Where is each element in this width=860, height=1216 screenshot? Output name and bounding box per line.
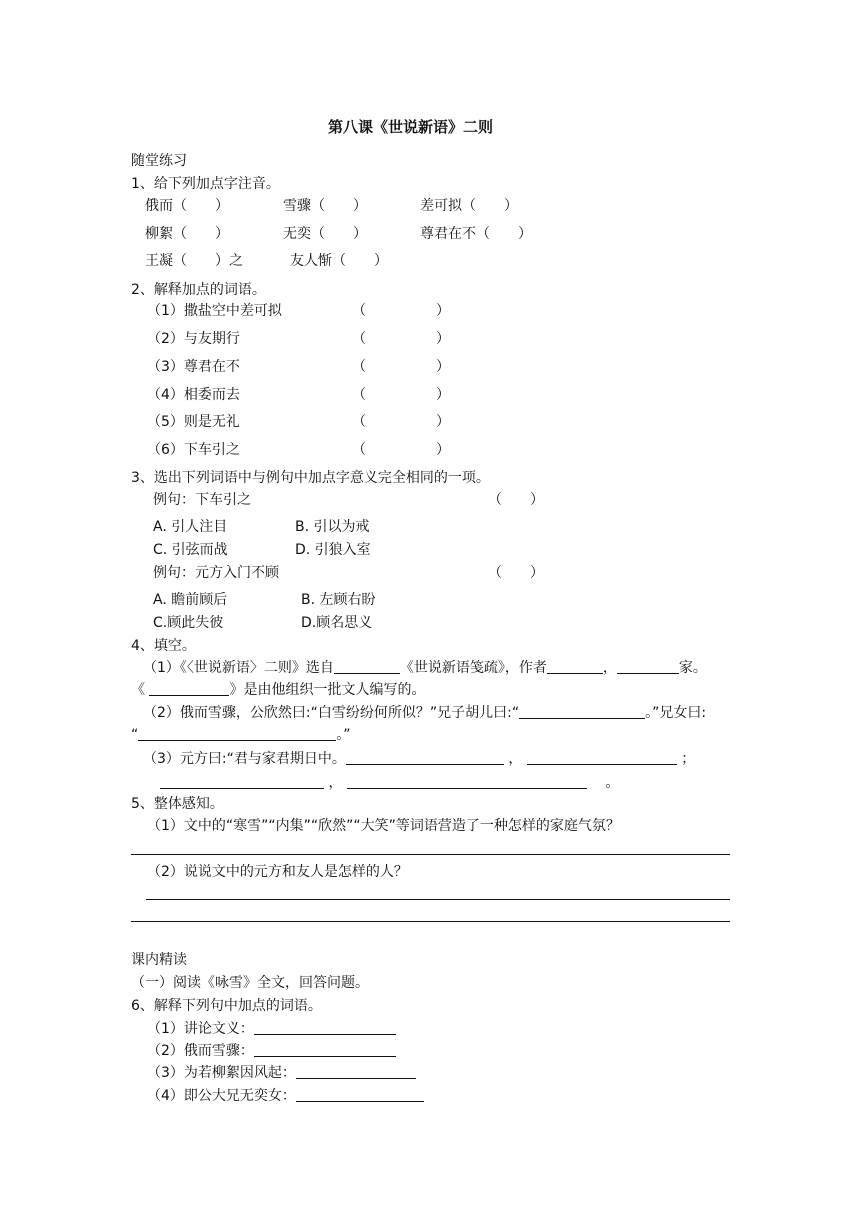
- answer-line[interactable]: [131, 921, 730, 922]
- q3-option-b[interactable]: B. 引以为戒: [295, 519, 370, 535]
- q1-heading: 1、给下列加点字注音。: [131, 176, 280, 192]
- q1-item: 俄而（ ）: [145, 198, 229, 214]
- q4-line-2: 《 》是由他组织一批文人编写的。: [131, 682, 426, 698]
- answer-parens[interactable]: （ ）: [488, 565, 544, 581]
- q2-item: （3）尊君在不: [147, 359, 240, 375]
- answer-parens[interactable]: （ ）: [352, 414, 450, 430]
- q6-item: （2）俄而雪骤：: [147, 1042, 396, 1060]
- blank[interactable]: [334, 659, 400, 674]
- q1-item: 友人惭（ ）: [290, 253, 388, 269]
- q2-item: （4）相委而去: [147, 387, 240, 403]
- q3-option-b[interactable]: B. 左顾右盼: [301, 592, 376, 608]
- q3-option-c[interactable]: C.顾此失彼: [153, 615, 224, 631]
- answer-parens[interactable]: （ ）: [352, 359, 450, 375]
- q6-item: （1）讲论文义：: [147, 1020, 396, 1038]
- q3-heading: 3、选出下列词语中与例句中加点字意义完全相同的一项。: [131, 470, 490, 486]
- q2-item: （2）与友期行: [147, 331, 240, 347]
- q1-item: 无奕（ ）: [283, 226, 367, 242]
- q1-item: 柳絮（ ）: [145, 226, 229, 242]
- q2-item: （5）则是无礼: [147, 414, 240, 430]
- blank[interactable]: [138, 726, 336, 741]
- q1-item: 雪骤（ ）: [283, 198, 367, 214]
- blank[interactable]: [149, 681, 229, 696]
- blank[interactable]: [519, 704, 645, 719]
- answer-line[interactable]: [146, 899, 730, 900]
- q4-heading: 4、填空。: [131, 638, 196, 654]
- q3-option-d[interactable]: D. 引狼入室: [295, 542, 371, 558]
- blank[interactable]: [617, 659, 679, 674]
- q3-option-c[interactable]: C. 引弦而战: [153, 542, 228, 558]
- blank[interactable]: [254, 1042, 396, 1057]
- answer-parens[interactable]: （ ）: [352, 442, 450, 458]
- answer-parens[interactable]: （ ）: [488, 492, 544, 508]
- q5-sub-1: （1）文中的“寒雪”“内集”“欣然”“大笑”等词语营造了一种怎样的家庭气氛？: [147, 818, 620, 834]
- reading-instruction: （一）阅读《咏雪》全文，回答问题。: [131, 975, 369, 991]
- q4-line-4: “ 。”: [131, 727, 351, 743]
- blank[interactable]: [346, 750, 504, 765]
- section-heading-reading: 课内精读: [131, 952, 187, 968]
- answer-line[interactable]: [131, 854, 730, 855]
- page-title: 第八课《世说新语》二则: [328, 118, 494, 136]
- answer-parens[interactable]: （ ）: [352, 331, 450, 347]
- section-heading-practice: 随堂练习: [131, 153, 187, 169]
- q2-heading: 2、解释加点的词语。: [131, 282, 266, 298]
- answer-parens[interactable]: （ ）: [352, 387, 450, 403]
- blank[interactable]: [527, 750, 677, 765]
- q4-line-6: ， 。: [160, 774, 619, 792]
- blank[interactable]: [254, 1020, 396, 1035]
- q3-option-a[interactable]: A. 引人注目: [153, 519, 228, 535]
- q3-option-a[interactable]: A. 瞻前顾后: [153, 592, 228, 608]
- blank[interactable]: [347, 774, 587, 789]
- q3-option-d[interactable]: D.顾名思义: [301, 615, 373, 631]
- blank[interactable]: [296, 1064, 416, 1079]
- blank[interactable]: [160, 774, 324, 789]
- q1-item: 王凝（ ）之: [145, 253, 243, 269]
- q1-item: 差可拟（ ）: [420, 198, 518, 214]
- q3-example: 例句：元方入门不顾: [153, 565, 279, 581]
- blank[interactable]: [547, 659, 603, 674]
- q2-item: （6）下车引之: [147, 442, 240, 458]
- q3-example: 例句：下车引之: [153, 492, 251, 508]
- q4-line-3: （2）俄而雪骤，公欣然曰:“白雪纷纷何所似？”兄子胡儿曰:“ 。”兄女曰:: [143, 705, 707, 721]
- blank[interactable]: [296, 1087, 424, 1102]
- q6-item: （4）即公大兄无奕女：: [147, 1087, 424, 1105]
- q4-line-5: （3）元方曰:“君与家君期日中。 ， ；: [143, 751, 696, 767]
- q5-sub-2: （2）说说文中的元方和友人是怎样的人？: [147, 864, 408, 880]
- q4-line-1: （1）《〈世说新语〉二则》选自 《世说新语笺疏》，作者 ， 家。: [143, 660, 707, 676]
- q6-heading: 6、解释下列句中加点的词语。: [131, 998, 322, 1014]
- q1-item: 尊君在不（ ）: [420, 226, 532, 242]
- q6-item: （3）为若柳絮因风起：: [147, 1064, 416, 1082]
- answer-parens[interactable]: （ ）: [352, 303, 450, 319]
- q5-heading: 5、整体感知。: [131, 796, 224, 812]
- q2-item: （1）撒盐空中差可拟: [147, 303, 282, 319]
